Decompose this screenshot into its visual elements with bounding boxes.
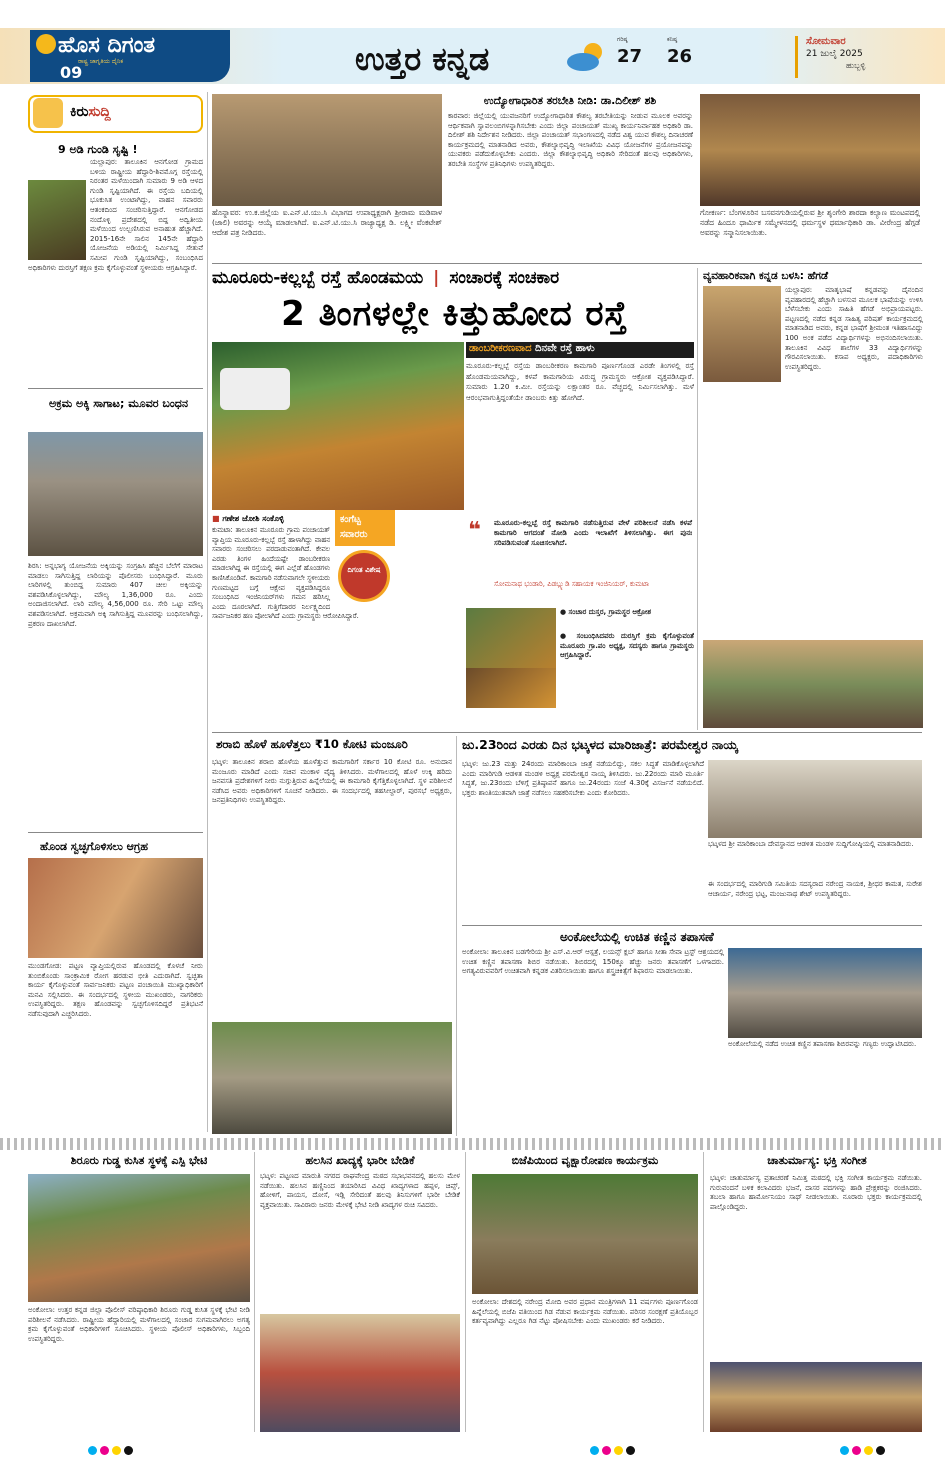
jackfruit-title: ಹಲಸಿನ ಖಾದ್ಯಕ್ಕೆ ಭಾರೀ ಬೇಡಿಕೆ (305, 1154, 415, 1167)
plantation-body: ಅಂಕೋಲಾ: ದೇಶದಲ್ಲಿ ನರೇಂದ್ರ ಮೋದಿ ಅವರ ಪ್ರಧಾನ ಮಂತ್ರಿಗಳಾಗಿ 11 ವರ್ಷಗಳು ಪೂರ್ಣಗೊಂಡ ಹಿನ್ನೆಲೆಯಲ್ಲಿ ಬಿಜೆಪಿ ವತಿಯಿಂದ ಗಿಡ ನೆಡುವ ಕಾರ್ಯಕ್ರಮ ನಡೆಯಿತು. ಪರಿಸರ ಸಂರಕ್ಷಣೆ ಪ್ರತಿಯೊಬ್ಬರ ಕರ್ತವ್ಯವಾಗಿದ್ದು ಎಲ್ಲರೂ ಗಿಡ ನೆಟ್ಟು ಪೋಷಿಸಬೇಕು ಎಂದು ಮುಖಂಡರು ಕರೆ ನೀಡಿದರು. (472, 1298, 698, 1326)
page-number: 09 (60, 63, 83, 82)
car-shape (220, 368, 290, 410)
kiru-heading-b: ಸುದ್ದಿ (88, 104, 111, 120)
eye-title: ಅಂಕೋಲೆಯಲ್ಲಿ ಉಚಿತ ಕಣ್ಣಿನ ತಪಾಸಣೆ (560, 930, 714, 944)
temp-min: 26 (667, 46, 693, 67)
road-headline: 2 ತಿಂಗಳಲ್ಲೇ ಕಿತ್ತುಹೋದ ರಸ್ತೆ (281, 294, 628, 334)
intuc-photo (212, 94, 442, 206)
divider (462, 925, 922, 926)
sharabi-body: ಭಟ್ಕಳ: ತಾಲೂಕಿನ ಶರಾಬಿ ಹೊಳೆಯ ಹೂಳೆತ್ತುವ ಕಾಮಗಾರಿಗೆ ಸರ್ಕಾರ 10 ಕೋಟಿ ರೂ. ಅನುದಾನ ಮಂಜೂರು ಮಾಡಿದೆ ಎಂದು ಸಚಿವ ಮಂಕಾಳ ವೈದ್ಯ ತಿಳಿಸಿದರು. ಮಳೆಗಾಲದಲ್ಲಿ ಹೊಳೆ ಉಕ್ಕಿ ಹರಿದು ಜನವಸತಿ ಪ್ರದೇಶಗಳಿಗೆ ನೀರು ನುಗ್ಗುತ್ತಿರುವ ಹಿನ್ನೆಲೆಯಲ್ಲಿ ಈ ಕಾಮಗಾರಿ ಕೈಗೆತ್ತಿಕೊಳ್ಳಲಾಗಿದೆ. ಸ್ಥಳ ಪರಿಶೀಲನೆ ನಡೆಸಿದ ಅವರು ಅಧಿಕಾರಿಗಳಿಗೆ ಸೂಚನೆ ನೀಡಿದರು. ಈ ಸಂದರ್ಭದಲ್ಲಿ ತಹಸೀಲ್ದಾರ್, ಪುರಸಭೆ ಅಧ್ಯಕ್ಷರು, ಜನಪ್ರತಿನಿಧಿಗಳು ಉಪಸ್ಥಿತರಿದ್ದರು. (212, 758, 452, 805)
hand-icon (33, 98, 63, 128)
road-subhead (469, 343, 595, 354)
road-kicker-b: ಸಂಚಾರಕ್ಕೆ ಸಂಚಕಾರ (449, 268, 560, 288)
press-meet-photo (708, 760, 922, 838)
shiroor-title: ಶಿರೂರು ಗುಡ್ಡ ಕುಸಿತ ಸ್ಥಳಕ್ಕೆ ಎಸ್ಪಿ ಭೇಟಿ (70, 1154, 208, 1167)
plantation-title: ಬಿಜೆಪಿಯಿಂದ ವೃಕ್ಷಾರೋಪಣ ಕಾರ್ಯಕ್ರಮ (511, 1154, 659, 1167)
damaged-road-photo (212, 342, 464, 510)
sharabi-photo (212, 1022, 452, 1134)
column-rule (456, 736, 457, 1136)
quote-icon: ❝ (468, 518, 481, 543)
jatre-title: ಜು.23ರಿಂದ ಎರಡು ದಿನ ಭಟ್ಕಳದ ಮಾರಿಜಾತ್ರೆ: ಪರಮೇಶ್ವರ ನಾಯ್ಕ (462, 737, 738, 752)
jatre-body: ಭಟ್ಕಳ: ಜು.23 ಮತ್ತು 24ರಂದು ಮಾರಿಕಾಂಬಾ ಜಾತ್ರೆ ನಡೆಯಲಿದ್ದು, ಸಕಲ ಸಿದ್ಧತೆ ಮಾಡಿಕೊಳ್ಳಲಾಗಿದೆ ಎಂದು ಮಾರಿಗುಡಿ ಆಡಳಿತ ಮಂಡಳಿ ಅಧ್ಯಕ್ಷ ಪರಮೇಶ್ವರ ನಾಯ್ಕ ತಿಳಿಸಿದರು. ಜು.22ರಂದು ಮಾರಿ ಮೂರ್ತಿ ಸಿದ್ಧತೆ, ಜು.23ರಂದು ಬೆಳಿಗ್ಗೆ ಪ್ರತಿಷ್ಠಾಪನೆ ಹಾಗೂ ಜು.24ರಂದು ಸಂಜೆ 4.30ಕ್ಕೆ ವಿಸರ್ಜನೆ ನಡೆಯಲಿದೆ. ಭಕ್ತರು ಶಾಂತಿಯುತವಾಗಿ ಜಾತ್ರೆ ನಡೆಸಲು ಸಹಕರಿಸಬೇಕು ಎಂದು ಕೋರಿದರು. (462, 760, 704, 797)
road-inset-photo-1 (466, 608, 556, 668)
kannada-title: ವ್ಯವಹಾರಿಕವಾಗಿ ಕನ್ನಡ ಬಳಸಿ: ಹೆಗಡೆ (703, 270, 829, 282)
road-body: ಕುಮಟಾ: ತಾಲೂಕಿನ ಮೂರೂರು ಗ್ರಾಮ ಪಂಚಾಯತ್ ವ್ಯಾಪ್ತಿಯ ಮೂರೂರು-ಕಲ್ಲಬ್ಬೆ ರಸ್ತೆ ಹಾಳಾಗಿದ್ದು ವಾಹನ ಸವಾರರು ಸಂಚರಿಸಲು ಪರದಾಡುವಂತಾಗಿದೆ. ಕೇವಲ ಎರಡು ತಿಂಗಳ ಹಿಂದೆಯಷ್ಟೇ ಡಾಂಬರೀಕರಣ ಮಾಡಲಾಗಿದ್ದ ಈ ರಸ್ತೆಯಲ್ಲಿ ಈಗ ಎಲ್ಲೆಡೆ ಹೊಂಡಗಳು ಕಾಣಿಸಿಕೊಂಡಿವೆ. ಕಾಮಗಾರಿ ನಡೆಸುವಾಗಲೇ ಸ್ಥಳೀಯರು ಗುಣಮಟ್ಟದ ಬಗ್ಗೆ ಆಕ್ಷೇಪ ವ್ಯಕ್ತಪಡಿಸಿದ್ದರೂ ಸಂಬಂಧಿಸಿದ ಇಂಜಿನಿಯರ್‌ಗಳು ಗಮನ ಹರಿಸಿಲ್ಲ ಎಂದು ದೂರಲಾಗಿದೆ. ಗುತ್ತಿಗೆದಾರರ ನಿರ್ಲಕ್ಷ್ಯದಿಂದ ಸಾರ್ವಜನಿಕರ ಹಣ ಪೋಲಾಗಿದೆ ಎಂದು ಗ್ರಾಮಸ್ಥರು ಆರೋಪಿಸಿದ್ದಾರೆ. (212, 526, 359, 621)
story3-body: ಮುಂಡಗೋಡ: ಪಟ್ಟಣ ವ್ಯಾಪ್ತಿಯಲ್ಲಿರುವ ಹೊಂಡದಲ್ಲಿ ಕೊಳಚೆ ನೀರು ತುಂಬಿಕೊಂಡು ಸಾಂಕ್ರಾಮಿಕ ರೋಗ ಹರಡುವ ಭೀತಿ ಎದುರಾಗಿದೆ. ಸ್ವಚ್ಛತಾ ಕಾರ್ಯ ಕೈಗೊಳ್ಳುವಂತೆ ಸಾರ್ವಜನಿಕರು ಪಟ್ಟಣ ಪಂಚಾಯಿತಿ ಮುಖ್ಯಾಧಿಕಾರಿಗೆ ಮನವಿ ಸಲ್ಲಿಸಿದರು. ಈ ಸಂದರ್ಭದಲ್ಲಿ ಸ್ಥಳೀಯ ಮುಖಂಡರು, ನಾಗರಿಕರು ಉಪಸ್ಥಿತರಿದ್ದರು. ತಕ್ಷಣ ಹೊಂಡವನ್ನು ಸ್ವಚ್ಛಗೊಳಿಸದಿದ್ದರೆ ಪ್ರತಿಭಟನೆ ನಡೆಸುವುದಾಗಿ ಎಚ್ಚರಿಸಿದರು. (28, 962, 203, 1018)
music-title: ಚಾತುರ್ಮಾಸ್ಯ: ಭಕ್ತಿ ಸಂಗೀತ (767, 1154, 867, 1167)
divider (212, 263, 922, 264)
road-byline: ■ ಗಣೇಶ ಜೋಶಿ ಸಂಕೊಳ್ಳಿ (212, 514, 284, 523)
edition-city: ಹುಬ್ಬಳ್ಳಿ (846, 61, 866, 70)
memo-photo (28, 858, 203, 958)
registration-marks (840, 1440, 888, 1459)
column-rule (254, 1152, 255, 1432)
column-rule (207, 92, 208, 1132)
story2-body: ಶಿರಸಿ: ಅನ್ನಭಾಗ್ಯ ಯೋಜನೆಯ ಅಕ್ಕಿಯನ್ನು ಸಂಗ್ರಹಿಸಿ ಹೆಚ್ಚಿನ ಬೆಲೆಗೆ ಮಾರಾಟ ಮಾಡಲು ಸಾಗಿಸುತ್ತಿದ್ದ ಲಾರಿಯನ್ನು ಪೊಲೀಸರು ಬಂಧಿಸಿದ್ದಾರೆ. ಮೂರು ಲಾರಿಗಳಲ್ಲಿ ತುಂಬಿದ್ದ ಸುಮಾರು 407 ಚೀಲ ಅಕ್ಕಿಯನ್ನು ವಶಪಡಿಸಿಕೊಳ್ಳಲಾಗಿದ್ದು, ಮೌಲ್ಯ 1,36,000 ರೂ. ಎಂದು ಅಂದಾಜಿಸಲಾಗಿದೆ. ಲಾರಿ ಮೌಲ್ಯ 4,56,000 ರೂ. ಸೇರಿ ಒಟ್ಟು ಮೌಲ್ಯ ವಶಪಡಿಸಲಾಗಿದೆ. ಅಕ್ರಮವಾಗಿ ಅಕ್ಕಿ ಸಾಗಿಸುತ್ತಿದ್ದ ಮೂವರನ್ನು ಬಂಧಿಸಲಾಗಿದ್ದು, ಪ್ರಕರಣ ದಾಖಲಾಗಿದೆ. (28, 562, 203, 628)
music-photo (710, 1362, 922, 1432)
road-kicker: ಮೂರೂರು-ಕಲ್ಲಬ್ಬೆ ರಸ್ತೆ ಹೊಂಡಮಯ | ಸಂಚಾರಕ್ಕೆ ಸಂಚಕಾರ (212, 268, 560, 288)
temp-max: 27 (617, 46, 643, 67)
jatre-body-2: ಈ ಸಂದರ್ಭದಲ್ಲಿ ಮಾರಿಗುಡಿ ಸಮಿತಿಯ ಸದಸ್ಯರಾದ ನರೇಂದ್ರ ನಾಯಕ, ಶ್ರೀಧರ ಕಾಮತ, ಸುರೇಶ ಆಚಾರ್ಯ, ನರೇಂದ್ರ ಭಟ್ಟ, ಮಂಜುನಾಥ ಶೇಟ್ ಉಪಸ್ಥಿತರಿದ್ದರು. (708, 880, 922, 898)
story1-title: 9 ಅಡಿ ಗುಂಡಿ ಸೃಷ್ಟಿ ! (58, 143, 138, 156)
newspaper-logo: ಹೊಸ ದಿಗಂತ (58, 33, 156, 58)
divider (28, 388, 203, 389)
story1-body: ಯಲ್ಲಾಪುರ: ತಾಲೂಕಿನ ಆನಗೋಡ ಗ್ರಾಮದ ಬಳಿಯ ರಾಷ್ಟ್ರೀಯ ಹೆದ್ದಾರಿ-ಶಿವಮೊಗ್ಗ ರಸ್ತೆಯಲ್ಲಿ ನಿರಂತರ ಮಳೆಯಿಂದಾಗಿ ಸುಮಾರು 9 ಅಡಿ ಆಳದ ಗುಂಡಿ ಸೃಷ್ಟಿಯಾಗಿದೆ. ಈ ರಸ್ತೆಯ ಬದಿಯಲ್ಲಿ ಭೂಕುಸಿತ ಉಂಟಾಗಿದ್ದು, ವಾಹನ ಸವಾರರು ಆತಂಕದಿಂದ ಸಂಚರಿಸುತ್ತಿದ್ದಾರೆ. ಆನಗೋಡದ ನಂದೊಳ್ಳಿ ಪ್ರದೇಶದಲ್ಲಿ ಬಿದ್ದ ಅದ್ವಿತೀಯ ಮಳೆಯಿಂದ ಉಲ್ಬಣಿಸಿರುವ ಅನಾಹುತ ಹೆಚ್ಚಾಗಿದೆ. 2015-16ನೇ ಸಾಲಿನ 145ನೇ ಹೆದ್ದಾರಿ ಯೋಜನೆಯ ಅಡಿಯಲ್ಲಿ ನಿರ್ಮಿಸಿದ್ದ ಸೇತುವೆ ಸಮೀಪ ಗುಂಡಿ ಸೃಷ್ಟಿಯಾಗಿದ್ದು, ಸಂಬಂಧಿಸಿದ ಅಧಿಕಾರಿಗಳು ದುರಸ್ತಿಗೆ ತಕ್ಷಣ ಕ್ರಮ ಕೈಗೊಳ್ಳುವಂತೆ ಸ್ಥಳೀಯರು ಆಗ್ರಹಿಸಿದ್ದಾರೆ. (28, 158, 203, 272)
road-inset-photo-2 (466, 668, 556, 708)
road-kicker-a: ಮೂರೂರು-ಕಲ್ಲಬ್ಬೆ ರಸ್ತೆ ಹೊಂಡಮಯ (212, 268, 424, 288)
felicitation-caption: ಗೋಕರ್ಣ: ಬೆಂಗಳೂರಿನ ಬಸವನಗುಡಿಯಲ್ಲಿರುವ ಶ್ರೀ ಶೃಂಗೇರಿ ಶಾರದಾ ಕಲ್ಯಾಣ ಮಂಟಪದಲ್ಲಿ ನಡೆದ ಹಿಂದೂ ಧಾರ್ಮಿಕ ಸಮ್ಮೇಳನದಲ್ಲಿ ಧರ್ಮಸ್ಥಳ ಧರ್ಮಾಧಿಕಾರಿ ಡಾ. ವೀರೇಂದ್ರ ಹೆಗ್ಗಡೆ ಅವರನ್ನು ಸನ್ಮಾನಿಸಲಾಯಿತು. (700, 208, 920, 237)
road-bullet-2: ● ಸಂಬಂಧಿಸಿದವರು ದುರಸ್ತಿಗೆ ಕ್ರಮ ಕೈಗೊಳ್ಳುವಂತೆ ಮೂರೂರು ಗ್ರಾ.ಪಂ ಅಧ್ಯಕ್ಷ, ಸದಸ್ಯರು ಹಾಗೂ ಗ್ರಾಮಸ್ಥರು ಆಗ್ರಹಿಸಿದ್ದಾರೆ. (560, 632, 694, 660)
registration-marks (88, 1440, 136, 1459)
region-title: ಉತ್ತರ ಕನ್ನಡ (355, 40, 490, 78)
jackfruit-body: ಭಟ್ಕಳ: ಪಟ್ಟಣದ ಮಾರುತಿ ನಗರದ ರಾಘವೇಂದ್ರ ಮಠದ ಸಭಾಭವನದಲ್ಲಿ ಹಲಸು ಮೇಳ ನಡೆಯಿತು. ಹಲಸಿನ ಹಣ್ಣಿನಿಂದ ತಯಾರಿಸಿದ ವಿವಿಧ ಖಾದ್ಯಗಳಾದ ಹಪ್ಪಳ, ಚಿಪ್ಸ್, ಹೋಳಿಗೆ, ಪಾಯಸ, ದೋಸೆ, ಇಡ್ಲಿ ಸೇರಿದಂತೆ ಹಲವು ತಿನಿಸುಗಳಿಗೆ ಭಾರೀ ಬೇಡಿಕೆ ವ್ಯಕ್ತವಾಯಿತು. ಸಾವಿರಾರು ಜನರು ಮೇಳಕ್ಕೆ ಭೇಟಿ ನೀಡಿ ಖಾದ್ಯಗಳ ರುಚಿ ಸವಿದರು. (260, 1172, 460, 1209)
road-summary: ಮೂರೂರು-ಕಲ್ಲಬ್ಬೆ ರಸ್ತೆಯ ಡಾಂಬರೀಕರಣ ಕಾಮಗಾರಿ ಪೂರ್ಣಗೊಂಡ ಎರಡೇ ತಿಂಗಳಲ್ಲಿ ರಸ್ತೆ ಹೊಂಡಮಯವಾಗಿದ್ದು, ಕಳಪೆ ಕಾಮಗಾರಿಯ ವಿರುದ್ಧ ಗ್ರಾಮಸ್ಥರು ಆಕ್ರೋಶ ವ್ಯಕ್ತಪಡಿಸಿದ್ದಾರೆ. ಸುಮಾರು 1.20 ಕಿ.ಮೀ. ರಸ್ತೆಯನ್ನು ಲಕ್ಷಾಂತರ ರೂ. ವೆಚ್ಚದಲ್ಲಿ ನಿರ್ಮಿಸಲಾಗಿತ್ತು. ಮಳೆ ಆರಂಭವಾಗುತ್ತಿದ್ದಂತೆಯೇ ಡಾಂಬರು ಕಿತ್ತು ಹೋಗಿದೆ. (466, 361, 694, 402)
date-panel (795, 36, 945, 78)
date: 21 ಜುಲೈ 2025 (806, 49, 863, 59)
sharabi-title: ಶರಾಬಿ ಹೊಳೆ ಹೂಳೆತ್ತಲು ₹10 ಕೋಟಿ ಮಂಜೂರಿ (216, 737, 408, 751)
registration-marks (590, 1440, 638, 1459)
weekday: ಸೋಮವಾರ (806, 36, 846, 47)
eye-caption: ಅಂಕೋಲೆಯಲ್ಲಿ ನಡೆದ ಉಚಿತ ಕಣ್ಣಿನ ತಪಾಸಣಾ ಶಿಬಿರವನ್ನು ಗಣ್ಯರು ಉದ್ಘಾಟಿಸಿದರು. (728, 1040, 917, 1048)
road-bullet-1: ● ಸಂಚಾರ ದುಸ್ತರ, ಗ್ರಾಮಸ್ಥರ ಆಕ್ರೋಶ (560, 608, 652, 616)
jackfruit-fair-photo (260, 1314, 460, 1432)
kiru-heading-a: ಕಿರು (70, 104, 89, 120)
jatre-caption: ಭಟ್ಕಳದ ಶ್ರೀ ಮಾರಿಕಾಂಬಾ ದೇವಸ್ಥಾನದ ಆಡಳಿತ ಮಂಡಳಿ ಸುದ್ದಿಗೋಷ್ಠಿಯಲ್ಲಿ ಮಾತನಾಡಿದರು. (708, 840, 914, 848)
story2-title: ಅಕ್ರಮ ಅಕ್ಕಿ ಸಾಗಾಟ; ಮೂವರ ಬಂಧನ (49, 397, 188, 410)
column-rule (697, 268, 698, 730)
logo-emblem-icon (36, 34, 56, 54)
skill-story-body: ಕಾರವಾರ: ಜಿಲ್ಲೆಯಲ್ಲಿ ಯುವಜನರಿಗೆ ಉದ್ಯೋಗಾಧಾರಿತ ಕೌಶಲ್ಯ ತರಬೇತಿಯನ್ನು ನೀಡುವ ಮೂಲಕ ಅವರನ್ನು ಆರ್ಥಿಕವಾಗಿ ಸ್ವಾವಲಂಬಿಗಳನ್ನಾಗಿಸಬೇಕು ಎಂದು ಜಿಲ್ಲಾ ಪಂಚಾಯತ್ ಮುಖ್ಯ ಕಾರ್ಯನಿರ್ವಾಹಕ ಅಧಿಕಾರಿ ಡಾ. ದಿಲೀಶ್ ಶಶಿ ನಿರ್ದೇಶನ ನೀಡಿದರು. ಜಿಲ್ಲಾ ಪಂಚಾಯತ್ ಸಭಾಂಗಣದಲ್ಲಿ ನಡೆದ ವಿಶ್ವ ಯುವ ಕೌಶಲ್ಯ ದಿನಾಚರಣೆ ಕಾರ್ಯಕ್ರಮದಲ್ಲಿ ಮಾತನಾಡಿದ ಅವರು, ಕೌಶಲ್ಯಾಭಿವೃದ್ಧಿ ಇಲಾಖೆಯ ವಿವಿಧ ಯೋಜನೆಗಳ ಪ್ರಯೋಜನವನ್ನು ಯುವಕರು ಪಡೆದುಕೊಳ್ಳಬೇಕು ಎಂದರು. ಜಿಲ್ಲಾ ಕೌಶಲ್ಯಾಭಿವೃದ್ಧಿ ಅಧಿಕಾರಿ ಸೇರಿದಂತೆ ಹಲವು ಅಧಿಕಾರಿಗಳು, ತರಬೇತಿ ಸಂಸ್ಥೆಗಳ ಪ್ರತಿನಿಧಿಗಳು ಉಪಸ್ಥಿತರಿದ್ದರು. (448, 112, 693, 168)
logo-tagline: ರಾಷ್ಟ್ರ ಜಾಗೃತಿಯ ದೈನಿಕ (78, 58, 124, 65)
quote-text: ಮೂರೂರು-ಕಲ್ಲಬ್ಬೆ ರಸ್ತೆ ಕಾಮಗಾರಿ ನಡೆಸುತ್ತಿರುವ ವೇಳೆ ಪರಿಶೀಲನೆ ನಡೆಸಿ ಕಳಪೆ ಕಾಮಗಾರಿ ಆಗದಂತೆ ನೋಡಿ ಎಂದು ಇಲಾಖೆಗೆ ತಿಳಿಸಲಾಗಿತ್ತು. ಈಗ ಪುನಃ ಸರಿಪಡಿಸುವಂತೆ ಸೂಚಿಸಲಾಗಿದೆ. (494, 518, 692, 547)
shiroor-body: ಅಂಕೋಲಾ: ಉತ್ತರ ಕನ್ನಡ ಜಿಲ್ಲಾ ಪೊಲೀಸ್ ವರಿಷ್ಠಾಧಿಕಾರಿ ಶಿರೂರು ಗುಡ್ಡ ಕುಸಿತ ಸ್ಥಳಕ್ಕೆ ಭೇಟಿ ನೀಡಿ ಪರಿಶೀಲನೆ ನಡೆಸಿದರು. ರಾಷ್ಟ್ರೀಯ ಹೆದ್ದಾರಿಯಲ್ಲಿ ಮಳೆಗಾಲದಲ್ಲಿ ಸಂಚಾರ ಸುಗಮವಾಗಿರಲು ಅಗತ್ಯ ಕ್ರಮ ಕೈಗೊಳ್ಳುವಂತೆ ಅಧಿಕಾರಿಗಳಿಗೆ ಸೂಚಿಸಿದರು. ಸ್ಥಳೀಯ ಪೊಲೀಸ್ ಅಧಿಕಾರಿಗಳು, ಸಿಬ್ಬಂದಿ ಉಪಸ್ಥಿತರಿದ್ದರು. (28, 1306, 250, 1343)
divider (212, 732, 922, 733)
students-photo (703, 640, 923, 728)
road-subhead-red: ಡಾಂಬರೀಕರಣವಾದ (469, 343, 532, 354)
shiroor-photo (28, 1174, 250, 1302)
temp-min-label: ಕನಿಷ್ಠ (667, 36, 678, 43)
quote-box (466, 516, 694, 604)
kiru-heading (70, 104, 111, 120)
plantation-photo (472, 1174, 698, 1294)
page-separator (0, 1138, 945, 1150)
intuc-caption: ಹೊನ್ನಾವರ: ಉ.ಕ.ಜಿಲ್ಲೆಯ ಐ.ಎನ್.ಟಿ.ಯು.ಸಿ ವಿಭಾಗದ ಉಪಾಧ್ಯಕ್ಷರಾಗಿ ಶ್ರೀರಾಮ ಮಡಿವಾಳ (ಜಾಲಿ) ಅವರನ್ನು ಆಯ್ಕೆ ಮಾಡಲಾಗಿದೆ. ಐ.ಎನ್.ಟಿ.ಯು.ಸಿ ರಾಜ್ಯಾಧ್ಯಕ್ಷ ಡಿ. ಲಕ್ಷ್ಮೀ ವೆಂಕಟೇಶ್ ಆದೇಶ ಪತ್ರ ನೀಡಿದರು. (212, 208, 442, 237)
kanglo-text: ಕಂಗೆಟ್ಟ ಸವಾರರು (340, 514, 368, 540)
divider (28, 832, 203, 833)
story3-title: ಹೊಂಡ ಸ್ವಚ್ಛಗೊಳಿಸಲು ಆಗ್ರಹ (40, 840, 148, 853)
rice-truck-photo (28, 432, 203, 556)
eye-body: ಅಂಕೋಲಾ: ತಾಲೂಕಿನ ಬಡಗೇರಿಯ ಶ್ರೀ ಎಸ್.ವಿ.ಆರ್ ಆಸ್ಪತ್ರೆ, ಲಯನ್ಸ್ ಕ್ಲಬ್ ಹಾಗೂ ಸೀತಾ ಸೇವಾ ಟ್ರಸ್ಟ್ ಆಶ್ರಯದಲ್ಲಿ ಉಚಿತ ಕಣ್ಣಿನ ತಪಾಸಣಾ ಶಿಬಿರ ನಡೆಯಿತು. ಶಿಬಿರದಲ್ಲಿ 150ಕ್ಕೂ ಹೆಚ್ಚು ಜನರು ತಪಾಸಣೆಗೆ ಒಳಗಾದರು. ಅಗತ್ಯವಿರುವವರಿಗೆ ಉಚಿತವಾಗಿ ಕನ್ನಡಕ ವಿತರಿಸಲಾಯಿತು ಹಾಗೂ ಶಸ್ತ್ರಚಿಕಿತ್ಸೆಗೆ ಶಿಫಾರಸು ಮಾಡಲಾಯಿತು. (462, 948, 724, 976)
badge-text: ದಿಗಂತ ವಿಶೇಷ (347, 566, 381, 574)
kannada-body: ಯಲ್ಲಾಪುರ: ಮಾತೃಭಾಷೆ ಕನ್ನಡವನ್ನು ದೈನಂದಿನ ವ್ಯವಹಾರದಲ್ಲಿ ಹೆಚ್ಚಾಗಿ ಬಳಸುವ ಮೂಲಕ ಭಾಷೆಯನ್ನು ಉಳಿಸಿ ಬೆಳೆಸಬೇಕು ಎಂದು ಸಾಹಿತಿ ಹೆಗಡೆ ಅಭಿಪ್ರಾಯಪಟ್ಟರು. ಪಟ್ಟಣದಲ್ಲಿ ನಡೆದ ಕನ್ನಡ ಸಾಹಿತ್ಯ ಪರಿಷತ್ ಕಾರ್ಯಕ್ರಮದಲ್ಲಿ ಮಾತನಾಡಿದ ಅವರು, ಕನ್ನಡ ಭಾಷೆಗೆ ಶ್ರೀಮಂತ ಇತಿಹಾಸವಿದ್ದು 100 ಅಂಕ ಪಡೆದ ವಿದ್ಯಾರ್ಥಿಗಳನ್ನು ಅಭಿನಂದಿಸಲಾಯಿತು. ತಾಲೂಕಿನ ವಿವಿಧ ಶಾಲೆಗಳ 33 ವಿದ್ಯಾರ್ಥಿಗಳನ್ನು ಗೌರವಿಸಲಾಯಿತು. ಕಸಾಪ ಅಧ್ಯಕ್ಷರು, ಪದಾಧಿಕಾರಿಗಳು ಉಪಸ್ಥಿತರಿದ್ದರು. (785, 286, 923, 371)
felicitation-photo (700, 94, 920, 206)
column-rule (703, 1152, 704, 1432)
weather-cloud-icon (565, 40, 609, 72)
eye-camp-photo (728, 948, 922, 1038)
temp-max-label: ಗರಿಷ್ಠ (617, 36, 628, 43)
skill-story-title: ಉದ್ಯೋಗಾಧಾರಿತ ತರಬೇತಿ ನೀಡಿ: ಡಾ.ದಿಲೀಶ್ ಶಶಿ (483, 95, 657, 107)
music-body: ಭಟ್ಕಳ: ಚಾತುರ್ಮಾಸ್ಯ ವ್ರತಾಚರಣೆ ನಿಮಿತ್ತ ಮಠದಲ್ಲಿ ಭಕ್ತಿ ಸಂಗೀತ ಕಾರ್ಯಕ್ರಮ ನಡೆಯಿತು. ಗುರುವಂದನೆ ಬಳಿಕ ಕಲಾವಿದರು ಭಜನೆ, ದಾಸರ ಪದಗಳನ್ನು ಹಾಡಿ ಪ್ರೇಕ್ಷಕರನ್ನು ರಂಜಿಸಿದರು. ತಬಲಾ ಹಾಗೂ ಹಾರ್ಮೋನಿಯಂ ಸಾಥ್ ನೀಡಲಾಯಿತು. ನೂರಾರು ಭಕ್ತರು ಕಾರ್ಯಕ್ರಮದಲ್ಲಿ ಪಾಲ್ಗೊಂಡಿದ್ದರು. (710, 1174, 922, 1211)
column-rule (465, 1152, 466, 1432)
quote-attribution: ಸೋಮನಾಥ ಭಂಡಾರಿ, ಪಿಡಬ್ಲ್ಯುಡಿ ಸಹಾಯಕ ಇಂಜಿನಿಯರ್, ಕುಮಟಾ (494, 580, 649, 588)
road-subhead-rest: ದಿನವೇ ರಸ್ತೆ ಹಾಳು (535, 343, 595, 354)
